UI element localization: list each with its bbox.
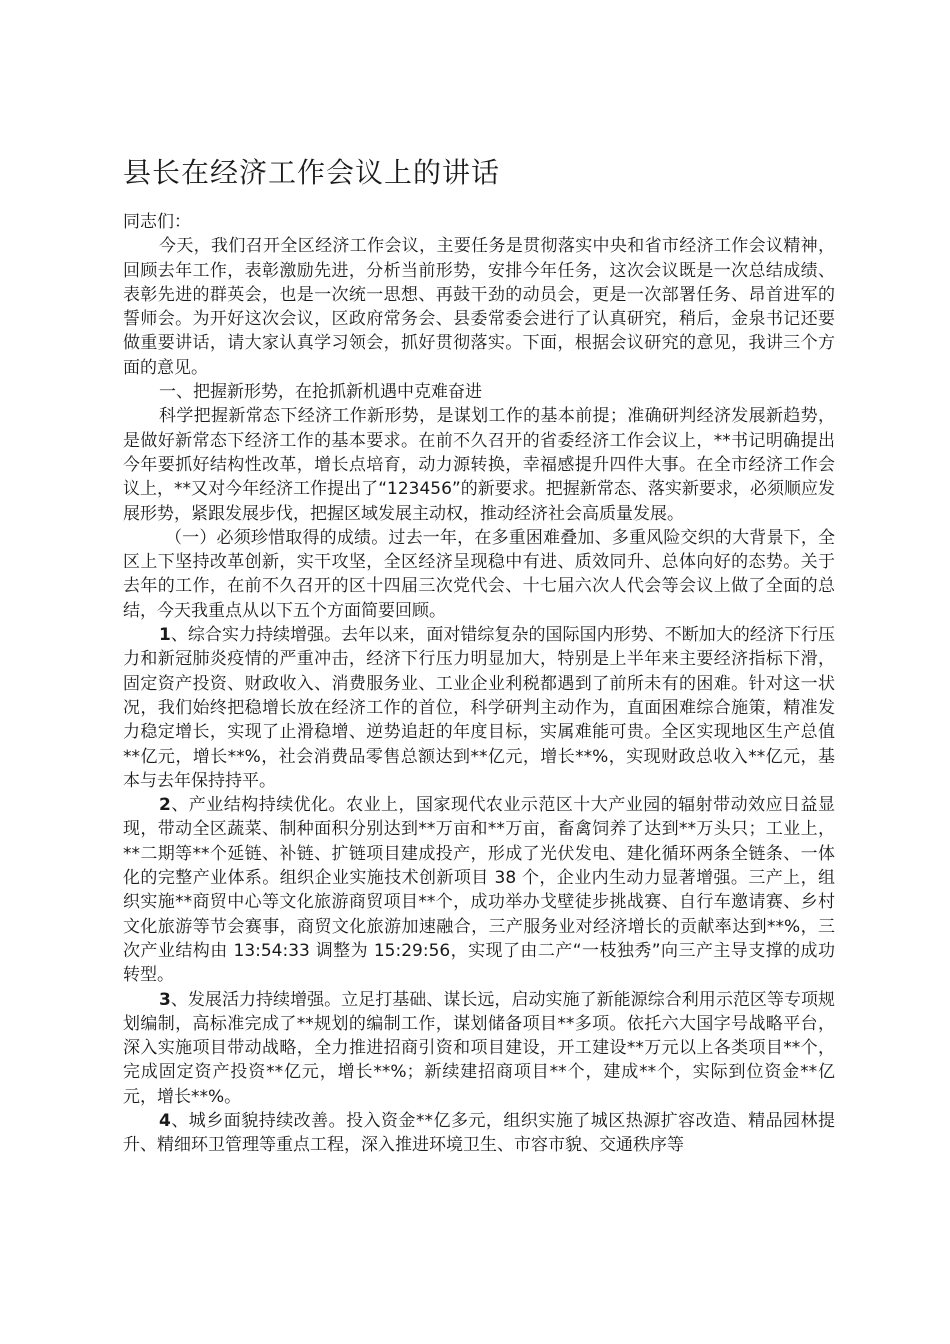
- item-number-4: 4: [159, 1110, 171, 1131]
- paragraph-section1: 科学把握新常态下经济工作新形势，是谋划工作的基本前提；准确研判经济发展新趋势，是做好新常态下经济工作的基本要求。在前不久召开的省委经济工作会议上，**书记明确提出今年要抓好结构性改革，增长点培育，动力源转换，幸福感提升四件大事。在全市经济工作会议上，**又对今年经济工作提出了“123456”的新要求。把握新常态、落实新要求，必须顺应发展形势，紧跟发展步伐，把握区域发展主动权，推动经济社会高质量发展。: [123, 406, 835, 524]
- paragraph-intro: 今天，我们召开全区经济工作会议，主要任务是贯彻落实中央和省市经济工作会议精神，回顾去年工作，表彰激励先进，分析当前形势，安排今年任务，这次会议既是一次总结成绩、表彰先进的群英会，也是一次统一思想、再鼓干劲的动员会，更是一次部署任务、昂首进军的誓师会。为开好这次会议，区政府常务会、县委常委会进行了认真研究，稍后，金泉书记还要做重要讲话，请大家认真学习领会，抓好贯彻落实。下面，根据会议研究的意见，我讲三个方面的意见。: [123, 236, 835, 378]
- paragraph-item-3: [123, 988, 835, 1109]
- item-number-3: 3: [159, 989, 171, 1010]
- paragraph-item-2: [123, 793, 835, 987]
- paragraph-item-1: [123, 623, 835, 793]
- item-text-2: 、产业结构持续优化。农业上，国家现代农业示范区十大产业园的辐射带动效应日益显现，带动全区蔬菜、制种面积分别达到**万亩和**万亩，畜禽饲养了达到**万头只；工业上，**二期等**个延链、补链、扩链项目建成投产，形成了光伏发电、建化循环两条全链条、一体化的完整产业体系。组织企业实施技术创新项目 38 个，企业内生动力显著增强。三产上，组织实施**商贸中心等文化旅游商贸项目**个，成功举办戈壁徒步挑战赛、自行车邀请赛、乡村文化旅游等节会赛事，商贸文化旅游加速融合，三产服务业对经济增长的贡献率达到**%，三次产业结构由 13:54:33 调整为 15:29:56，实现了由二产“一枝独秀”向三产主导支撑的成功转型。: [123, 795, 835, 986]
- item-text-4: 、城乡面貌持续改善。投入资金**亿多元，组织实施了城区热源扩容改造、精品园林提升、精细环卫管理等重点工程，深入推进环境卫生、市容市貌、交通秩序等: [123, 1110, 835, 1156]
- paragraph-subsection-1: （一）必须珍惜取得的成绩。过去一年，在多重困难叠加、多重风险交织的大背景下，全区上下坚持改革创新，实干攻坚，全区经济呈现稳中有进、质效同升、总体向好的态势。关于去年的工作，在前不久召开的区十四届三次党代会、十七届六次人代会等会议上做了全面的总结，今天我重点从以下五个方面简要回顾。: [123, 527, 835, 621]
- section-heading-1: 一、把握新形势，在抢抓新机遇中克难奋进: [159, 382, 482, 403]
- paragraph-item-4: [123, 1109, 835, 1158]
- document-body: [123, 210, 835, 1158]
- item-number-1: 1: [159, 625, 171, 646]
- item-text-1: 、综合实力持续增强。去年以来，面对错综复杂的国际国内形势、不断加大的经济下行压力和新冠肺炎疫情的严重冲击，经济下行压力明显加大，特别是上半年来主要经济指标下滑，固定资产投资、财政收入、消费服务业、工业企业利税都遇到了前所未有的困难。针对这一状况，我们始终把稳增长放在经济工作的首位，科学研判主动作为，直面困难综合施策，精准发力稳定增长，实现了止滑稳增、逆势追赶的年度目标，实属难能可贵。全区实现地区生产总值**亿元，增长**%，社会消费品零售总额达到**亿元，增长**%，实现财政总收入**亿元，基本与去年保持持平。: [123, 625, 835, 791]
- item-number-2: 2: [159, 795, 171, 816]
- salutation: 同志们：: [123, 212, 191, 232]
- document-title: 县长在经济工作会议上的讲话: [123, 156, 501, 189]
- item-text-3: 、发展活力持续增强。立足打基础、谋长远，启动实施了新能源综合利用示范区等专项规划编制，高标准完成了**规划的编制工作，谋划储备项目**多项。依托六大国字号战略平台，深入实施项目带动战略，全力推进招商引资和项目建设，开工建设**万元以上各类项目**个，完成固定资产投资**亿元，增长**%；新续建招商项目**个，建成**个，实际到位资金**亿元，增长**%。: [123, 989, 835, 1107]
